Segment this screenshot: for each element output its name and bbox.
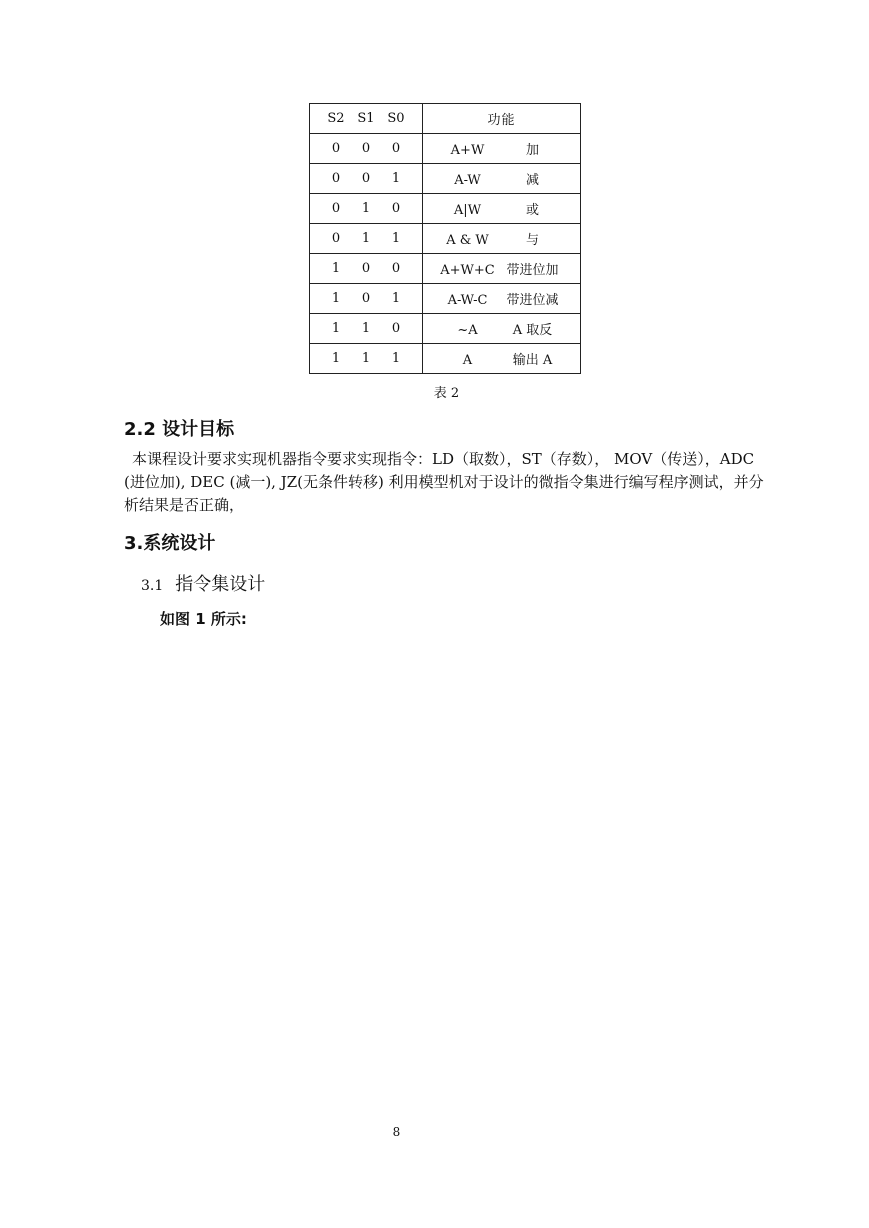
- bit-s2: 1: [331, 261, 341, 276]
- function-expr: ~A: [457, 323, 478, 338]
- bit-s2: 0: [331, 231, 341, 246]
- table-header-row: [310, 104, 581, 134]
- function-desc: 带进位加: [506, 263, 559, 278]
- section-3-1-number: 3.1: [141, 578, 164, 594]
- section-3-1-title: 指令集设计: [175, 574, 266, 595]
- bits-cell: [310, 254, 423, 284]
- bit-s0: 0: [391, 321, 401, 336]
- table-row: [310, 164, 581, 194]
- bit-s1: 0: [361, 171, 371, 186]
- header-s2: S2: [327, 111, 345, 126]
- bit-s2: 1: [331, 291, 341, 306]
- bit-s1: 0: [361, 261, 371, 276]
- header-function-cell: 功能: [423, 104, 581, 134]
- table-row: [310, 224, 581, 254]
- function-expr: A-W: [454, 173, 481, 188]
- bit-s0: 0: [391, 201, 401, 216]
- function-desc: 与: [525, 233, 539, 248]
- function-desc: A 取反: [512, 323, 553, 338]
- alu-function-table: [309, 103, 581, 374]
- bits-cell: [310, 134, 423, 164]
- bits-cell: [310, 164, 423, 194]
- bit-s0: 0: [391, 261, 401, 276]
- function-cell: [423, 254, 581, 284]
- function-cell: [423, 134, 581, 164]
- bit-s2: 0: [331, 201, 341, 216]
- function-desc: 加: [525, 143, 539, 158]
- function-expr: A|W: [453, 203, 482, 218]
- function-cell: [423, 344, 581, 374]
- bit-s2: 0: [331, 171, 341, 186]
- bit-s0: 0: [391, 141, 401, 156]
- table-row: [310, 134, 581, 164]
- function-cell: [423, 194, 581, 224]
- bits-cell: [310, 224, 423, 254]
- bit-s1: 0: [361, 141, 371, 156]
- bit-s2: 0: [331, 141, 341, 156]
- bit-s1: 1: [361, 231, 371, 246]
- bit-s0: 1: [391, 291, 401, 306]
- section-3-heading: 3.系统设计: [124, 533, 216, 554]
- section-3-1-heading: [141, 570, 265, 596]
- bit-s1: 1: [361, 201, 371, 216]
- bit-s0: 1: [391, 351, 401, 366]
- bits-cell: [310, 194, 423, 224]
- function-cell: [423, 224, 581, 254]
- function-expr: A-W-C: [447, 293, 488, 308]
- function-cell: [423, 314, 581, 344]
- page-number: 8: [392, 1125, 401, 1139]
- bits-cell: [310, 344, 423, 374]
- function-expr: A+W+C: [440, 263, 495, 278]
- function-expr: A+W: [450, 143, 485, 158]
- table-row: [310, 284, 581, 314]
- header-s1: S1: [357, 111, 375, 126]
- function-desc: 输出 A: [512, 353, 553, 368]
- function-cell: [423, 164, 581, 194]
- table-caption: 表 2: [433, 386, 460, 401]
- function-cell: [423, 284, 581, 314]
- function-desc: 或: [525, 203, 539, 218]
- bit-s1: 1: [361, 321, 371, 336]
- bit-s1: 1: [361, 351, 371, 366]
- bit-s1: 0: [361, 291, 371, 306]
- function-desc: 带进位减: [506, 293, 559, 308]
- bit-s2: 1: [331, 321, 341, 336]
- function-expr: A & W: [446, 233, 489, 248]
- header-bits-cell: [310, 104, 423, 134]
- table-row: [310, 344, 581, 374]
- header-s0: S0: [387, 111, 405, 126]
- function-desc: 减: [525, 173, 539, 188]
- function-expr: A: [462, 353, 473, 368]
- section-2-2-heading: 2.2 设计目标: [124, 419, 235, 440]
- bits-cell: [310, 284, 423, 314]
- table-row: [310, 314, 581, 344]
- bit-s0: 1: [391, 231, 401, 246]
- section-2-2-body: 本课程设计要求实现机器指令要求实现指令：LD（取数），ST（存数）， MOV（传送），ADC (进位加), DEC (减一), JZ(无条件转移) 利用模型机对于设计的微指令集进行编写程序测试，并分析结果是否正确，: [124, 450, 764, 514]
- bit-s0: 1: [391, 171, 401, 186]
- figure-reference: 如图 1 所示:: [160, 610, 247, 628]
- bits-cell: [310, 314, 423, 344]
- table-row: [310, 254, 581, 284]
- table-row: [310, 194, 581, 224]
- bit-s2: 1: [331, 351, 341, 366]
